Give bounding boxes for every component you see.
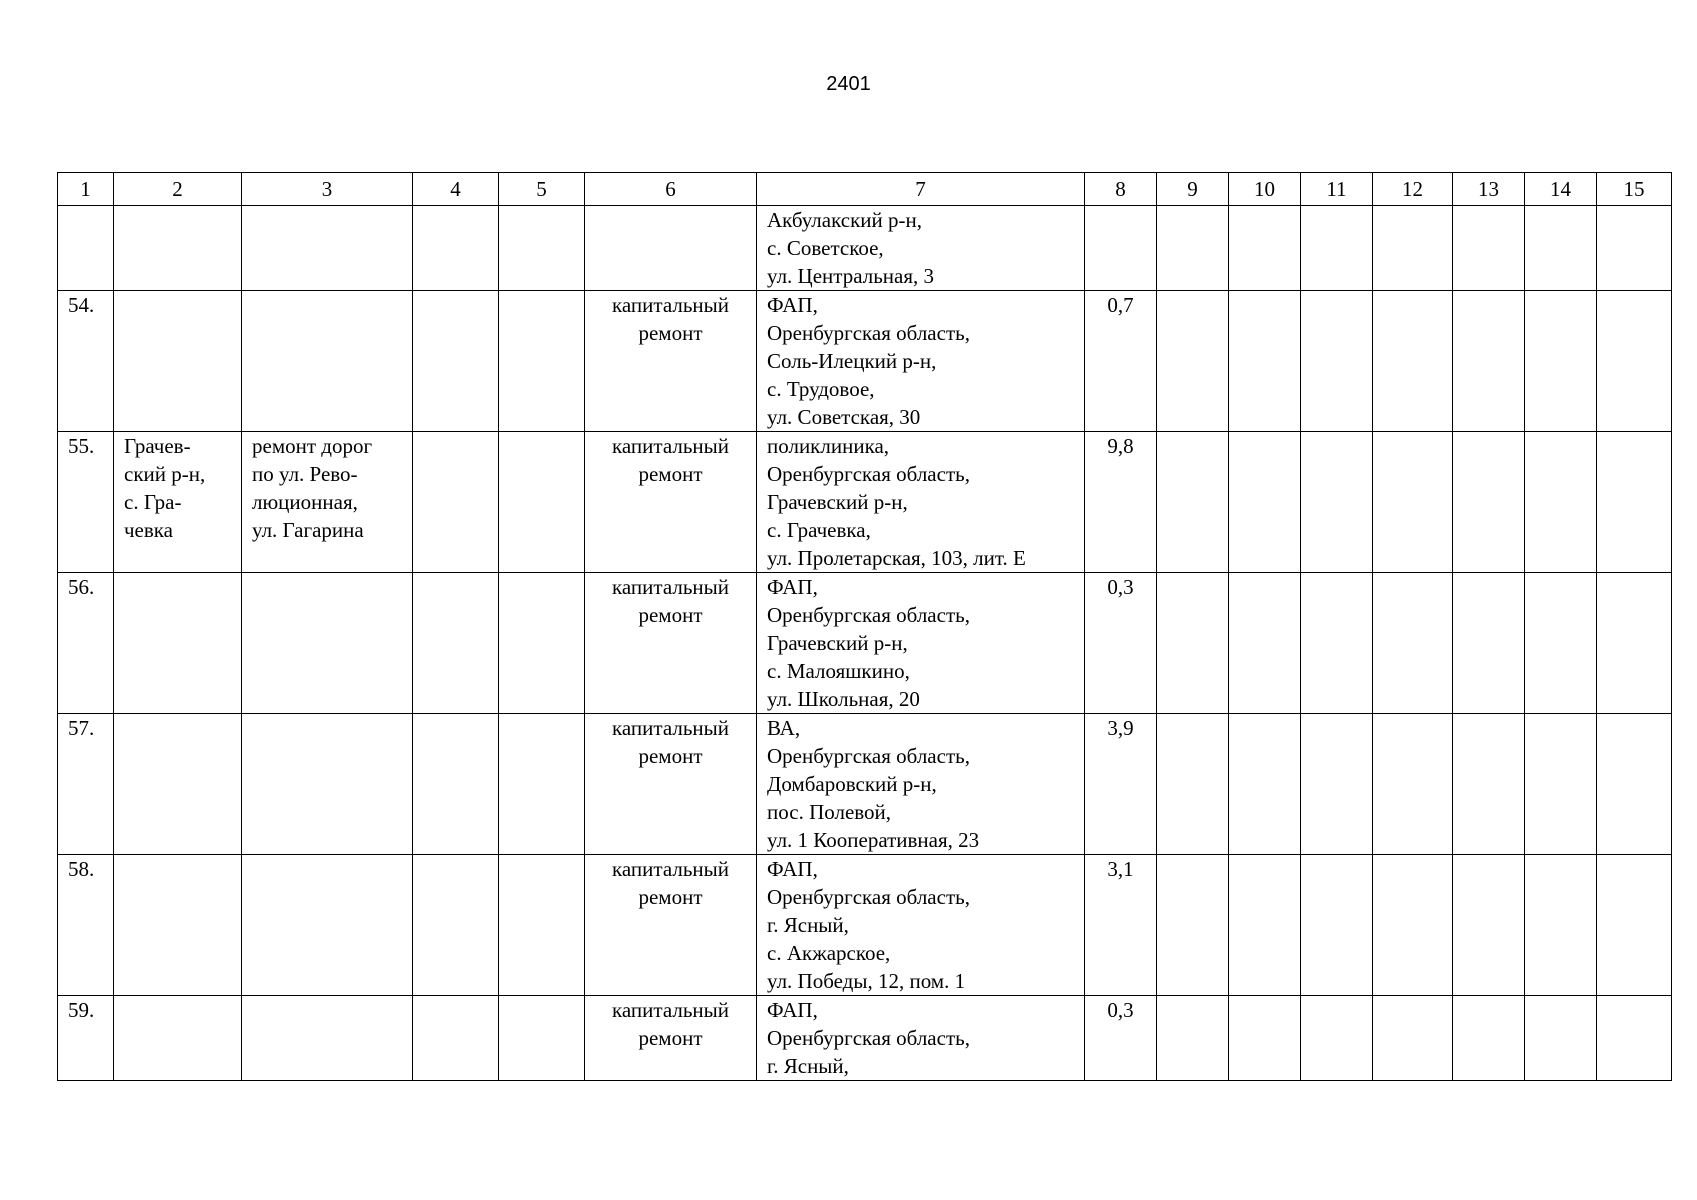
row-number-cell	[58, 206, 114, 291]
object-address-cell	[757, 432, 1085, 573]
road-work-cell	[242, 714, 413, 855]
row-number-cell: 58.	[58, 855, 114, 996]
empty-cell	[499, 573, 585, 714]
cell-line: ФАП,	[767, 575, 818, 599]
row-number-cell: 56.	[58, 573, 114, 714]
cell-line: ул. Гагарина	[252, 518, 364, 542]
empty-cell	[1301, 291, 1373, 432]
empty-cell	[1453, 291, 1525, 432]
empty-cell	[1597, 855, 1672, 996]
empty-cell	[1229, 206, 1301, 291]
empty-cell	[1301, 996, 1373, 1081]
cell-line: капитальный	[612, 434, 729, 458]
cell-line: ВА,	[767, 716, 801, 740]
empty-cell	[413, 432, 499, 573]
work-type-cell	[585, 855, 757, 996]
cell-line: ул. Пролетарская, 103, лит. Е	[767, 546, 1026, 570]
cell-line: ремонт	[638, 1026, 703, 1050]
value-cell: 0,3	[1085, 573, 1157, 714]
empty-cell	[1229, 714, 1301, 855]
district-cell	[114, 206, 242, 291]
value-cell: 3,1	[1085, 855, 1157, 996]
value-cell: 0,3	[1085, 996, 1157, 1081]
cell-line: с. Трудовое,	[767, 377, 875, 401]
empty-cell	[1373, 573, 1453, 714]
column-header: 2	[114, 173, 242, 206]
empty-cell	[1525, 855, 1597, 996]
empty-cell	[499, 291, 585, 432]
empty-cell	[1301, 206, 1373, 291]
column-header: 15	[1597, 173, 1672, 206]
data-table	[57, 172, 1672, 1081]
cell-line: ул. 1 Кооперативная, 23	[767, 828, 980, 852]
empty-cell	[1301, 573, 1373, 714]
column-header: 1	[58, 173, 114, 206]
object-address-cell	[757, 996, 1085, 1081]
empty-cell	[1597, 206, 1672, 291]
cell-line: капитальный	[612, 716, 729, 740]
cell-line: Оренбургская область,	[767, 885, 970, 909]
district-cell	[114, 714, 242, 855]
row-number-cell: 54.	[58, 291, 114, 432]
cell-line: ремонт	[638, 321, 703, 345]
empty-cell	[1453, 206, 1525, 291]
cell-line: по ул. Рево-	[252, 462, 358, 486]
cell-line: с. Малояшкино,	[767, 659, 910, 683]
cell-line: ФАП,	[767, 293, 818, 317]
empty-cell	[1373, 714, 1453, 855]
empty-cell	[1229, 432, 1301, 573]
cell-line: Акбулакский р-н,	[767, 208, 923, 232]
empty-cell	[499, 714, 585, 855]
column-header: 9	[1157, 173, 1229, 206]
cell-line: капитальный	[612, 857, 729, 881]
district-cell	[114, 996, 242, 1081]
cell-line: Оренбургская область,	[767, 1026, 970, 1050]
table-row	[58, 855, 1672, 996]
cell-line: ремонт	[638, 603, 703, 627]
cell-line: ул. Школьная, 20	[767, 687, 920, 711]
empty-cell	[499, 432, 585, 573]
empty-cell	[1157, 714, 1229, 855]
cell-line: ФАП,	[767, 998, 818, 1022]
object-address-cell	[757, 573, 1085, 714]
road-work-cell	[242, 432, 413, 573]
empty-cell	[413, 291, 499, 432]
cell-line: ремонт	[638, 462, 703, 486]
empty-cell	[1157, 291, 1229, 432]
empty-cell	[413, 996, 499, 1081]
cell-line: Оренбургская область,	[767, 744, 970, 768]
empty-cell	[499, 996, 585, 1081]
cell-line: капитальный	[612, 293, 729, 317]
column-header: 5	[499, 173, 585, 206]
road-work-cell	[242, 996, 413, 1081]
column-header: 11	[1301, 173, 1373, 206]
empty-cell	[1453, 996, 1525, 1081]
cell-line: Соль-Илецкий р-н,	[767, 349, 937, 373]
cell-line: пос. Полевой,	[767, 800, 892, 824]
table-row	[58, 432, 1672, 573]
value-cell: 3,9	[1085, 714, 1157, 855]
empty-cell	[499, 206, 585, 291]
cell-line: Домбаровский р-н,	[767, 772, 937, 796]
empty-cell	[1301, 714, 1373, 855]
object-address-cell	[757, 714, 1085, 855]
column-header: 12	[1373, 173, 1453, 206]
road-work-cell	[242, 206, 413, 291]
cell-line: капитальный	[612, 998, 729, 1022]
empty-cell	[1229, 291, 1301, 432]
object-address-cell	[757, 206, 1085, 291]
work-type-cell	[585, 573, 757, 714]
cell-line: Грачев-	[124, 434, 191, 458]
cell-line: с. Гра-	[124, 490, 182, 514]
table-row	[58, 291, 1672, 432]
work-type-cell	[585, 432, 757, 573]
cell-line: ФАП,	[767, 857, 818, 881]
cell-line: Оренбургская область,	[767, 603, 970, 627]
table-row	[58, 206, 1672, 291]
cell-line: г. Ясный,	[767, 913, 849, 937]
empty-cell	[1525, 573, 1597, 714]
empty-cell	[413, 206, 499, 291]
cell-line: с. Советское,	[767, 236, 884, 260]
empty-cell	[1301, 432, 1373, 573]
empty-cell	[1525, 206, 1597, 291]
district-cell	[114, 855, 242, 996]
empty-cell	[1453, 573, 1525, 714]
empty-cell	[1525, 291, 1597, 432]
page-number: 2401	[826, 73, 871, 95]
empty-cell	[1453, 714, 1525, 855]
object-address-cell	[757, 291, 1085, 432]
column-header: 3	[242, 173, 413, 206]
empty-cell	[1373, 291, 1453, 432]
table-row	[58, 714, 1672, 855]
empty-cell	[1157, 855, 1229, 996]
row-number-cell: 59.	[58, 996, 114, 1081]
cell-line: Грачевский р-н,	[767, 490, 908, 514]
work-type-cell	[585, 206, 757, 291]
empty-cell	[1157, 432, 1229, 573]
column-header: 8	[1085, 173, 1157, 206]
cell-line: люционная,	[252, 490, 358, 514]
cell-line: ремонт	[638, 885, 703, 909]
cell-line: с. Грачевка,	[767, 518, 871, 542]
district-cell	[114, 573, 242, 714]
cell-line: чевка	[124, 518, 174, 542]
empty-cell	[1301, 855, 1373, 996]
cell-line: ул. Центральная, 3	[767, 264, 934, 288]
column-header: 4	[413, 173, 499, 206]
empty-cell	[1453, 855, 1525, 996]
empty-cell	[1229, 855, 1301, 996]
cell-line: г. Ясный,	[767, 1054, 849, 1078]
empty-cell	[1453, 432, 1525, 573]
work-type-cell	[585, 714, 757, 855]
cell-line: ремонт	[638, 744, 703, 768]
empty-cell	[413, 714, 499, 855]
empty-cell	[1597, 996, 1672, 1081]
table-row	[58, 573, 1672, 714]
empty-cell	[1597, 573, 1672, 714]
value-cell	[1085, 206, 1157, 291]
column-header: 10	[1229, 173, 1301, 206]
district-cell	[114, 291, 242, 432]
cell-line: Грачевский р-н,	[767, 631, 908, 655]
empty-cell	[1157, 573, 1229, 714]
cell-line: капитальный	[612, 575, 729, 599]
empty-cell	[1525, 996, 1597, 1081]
cell-line: поликлиника,	[767, 434, 890, 458]
cell-line: ский р-н,	[124, 462, 206, 486]
empty-cell	[1373, 855, 1453, 996]
cell-line: ремонт дорог	[252, 434, 373, 458]
empty-cell	[1229, 996, 1301, 1081]
value-cell: 9,8	[1085, 432, 1157, 573]
cell-line: ул. Победы, 12, пом. 1	[767, 969, 966, 993]
empty-cell	[1525, 432, 1597, 573]
district-cell	[114, 432, 242, 573]
column-header: 13	[1453, 173, 1525, 206]
road-work-cell	[242, 291, 413, 432]
empty-cell	[499, 855, 585, 996]
empty-cell	[1525, 714, 1597, 855]
empty-cell	[1157, 996, 1229, 1081]
column-header: 6	[585, 173, 757, 206]
cell-line: Оренбургская область,	[767, 462, 970, 486]
row-number-cell: 57.	[58, 714, 114, 855]
empty-cell	[1373, 996, 1453, 1081]
empty-cell	[1597, 291, 1672, 432]
cell-line: Оренбургская область,	[767, 321, 970, 345]
value-cell: 0,7	[1085, 291, 1157, 432]
empty-cell	[1157, 206, 1229, 291]
cell-line: с. Акжарское,	[767, 941, 891, 965]
object-address-cell	[757, 855, 1085, 996]
road-work-cell	[242, 855, 413, 996]
column-header: 14	[1525, 173, 1597, 206]
cell-line: ул. Советская, 30	[767, 405, 921, 429]
empty-cell	[1373, 206, 1453, 291]
empty-cell	[413, 855, 499, 996]
row-number-cell: 55.	[58, 432, 114, 573]
empty-cell	[1597, 714, 1672, 855]
table-header-row	[58, 173, 1672, 206]
table-row	[58, 996, 1672, 1081]
empty-cell	[1597, 432, 1672, 573]
empty-cell	[413, 573, 499, 714]
column-header: 7	[757, 173, 1085, 206]
empty-cell	[1373, 432, 1453, 573]
work-type-cell	[585, 291, 757, 432]
road-work-cell	[242, 573, 413, 714]
work-type-cell	[585, 996, 757, 1081]
empty-cell	[1229, 573, 1301, 714]
